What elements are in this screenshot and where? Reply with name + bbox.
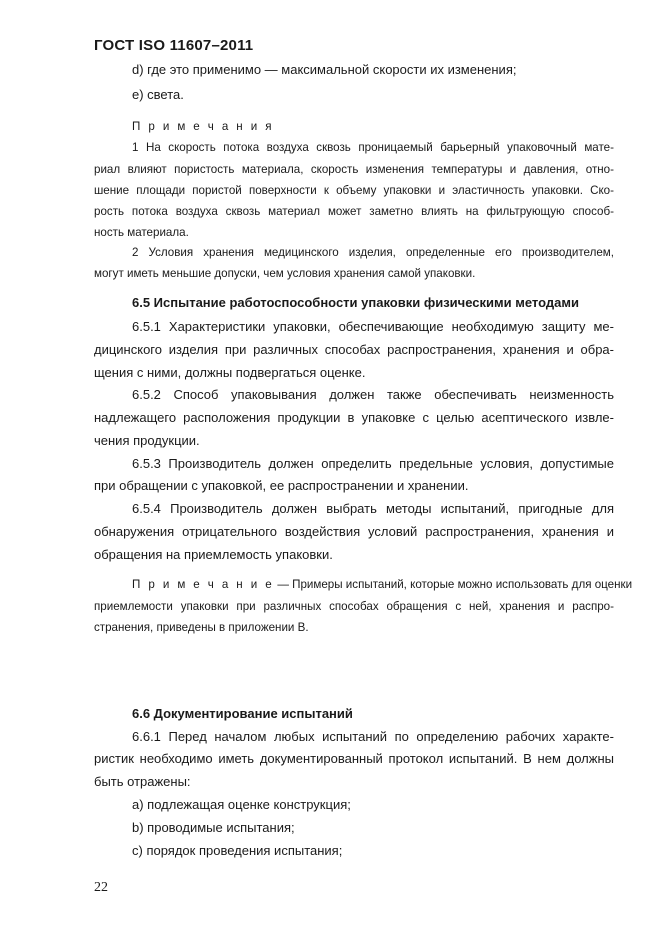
paragraph-line: щения с ними, должны подвергаться оценке. [94,365,366,380]
section-heading-6-6: 6.6 Документирование испытаний [132,706,353,721]
document-header: ГОСТ ISO 11607–2011 [94,37,254,54]
note-line: приемлемости упаковки при различных способах обращения с ней, хранения и распро- [94,600,614,613]
note-line: странения, приведены в приложении В. [94,621,309,634]
paragraph-line: обращения на приемлемость упаковки. [94,547,333,562]
list-item-b: b) проводимые испытания; [132,820,295,835]
paragraph-line: 6.5.2 Способ упаковывания должен также обеспечивать неизменность [132,387,614,402]
note-line: ность материала. [94,226,189,239]
paragraph-line: чения продукции. [94,433,200,448]
list-item-e: e) света. [132,87,184,102]
list-item-c: c) порядок проведения испытания; [132,843,343,858]
note-line: шение площади пористой поверхности к объему упаковки и эластичность упаковки. Ско- [94,184,614,197]
note-line: 2 Условия хранения медицинского изделия, определенные его производителем, [132,246,614,259]
list-item-a: a) подлежащая оценке конструкция; [132,797,351,812]
paragraph-line: дицинского изделия при различных способах распространения, хранения и обра- [94,342,614,357]
paragraph-line: 6.5.4 Производитель должен выбрать методы испытаний, пригодные для [132,501,614,516]
paragraph-line: 6.6.1 Перед началом любых испытаний по определению рабочих характе- [132,729,614,744]
note-line: рость потока воздуха сквозь материал может заметно влиять на фильтрующую способ- [94,205,614,218]
note-line: могут иметь меньшие допуски, чем условия хранения самой упаковки. [94,267,476,280]
page-number: 22 [94,880,108,895]
note-label: П р и м е ч а н и е [132,578,275,591]
note-line: риал влияют пористость материала, скорость изменения температуры и давления, отно- [94,163,614,176]
note-line [132,577,633,593]
note-line: 1 На скорость потока воздуха сквозь проницаемый барьерный упаковочный мате- [132,141,614,154]
note-title: П р и м е ч а н и я [132,120,274,133]
paragraph-line: 6.5.1 Характеристики упаковки, обеспечивающие необходимую защиту ме- [132,319,614,334]
paragraph-line: быть отражены: [94,774,191,789]
paragraph-line: обнаружения отрицательного воздействия условий распространения, хранения и [94,524,614,539]
note-text: — Примеры испытаний, которые можно использовать для оценки [274,578,633,591]
paragraph-line: ристик необходимо иметь документированный протокол испытаний. В нем должны [94,751,614,766]
paragraph-line: 6.5.3 Производитель должен определить предельные условия, допустимые [132,456,614,471]
section-heading-6-5: 6.5 Испытание работоспособности упаковки физическими методами [132,295,579,310]
paragraph-line: надлежащего расположения продукции в упаковке с целью асептического извле- [94,410,614,425]
paragraph-line: при обращении с упаковкой, ее распространении и хранении. [94,478,469,493]
list-item-d: d) где это применимо — максимальной скорости их изменения; [132,62,517,77]
